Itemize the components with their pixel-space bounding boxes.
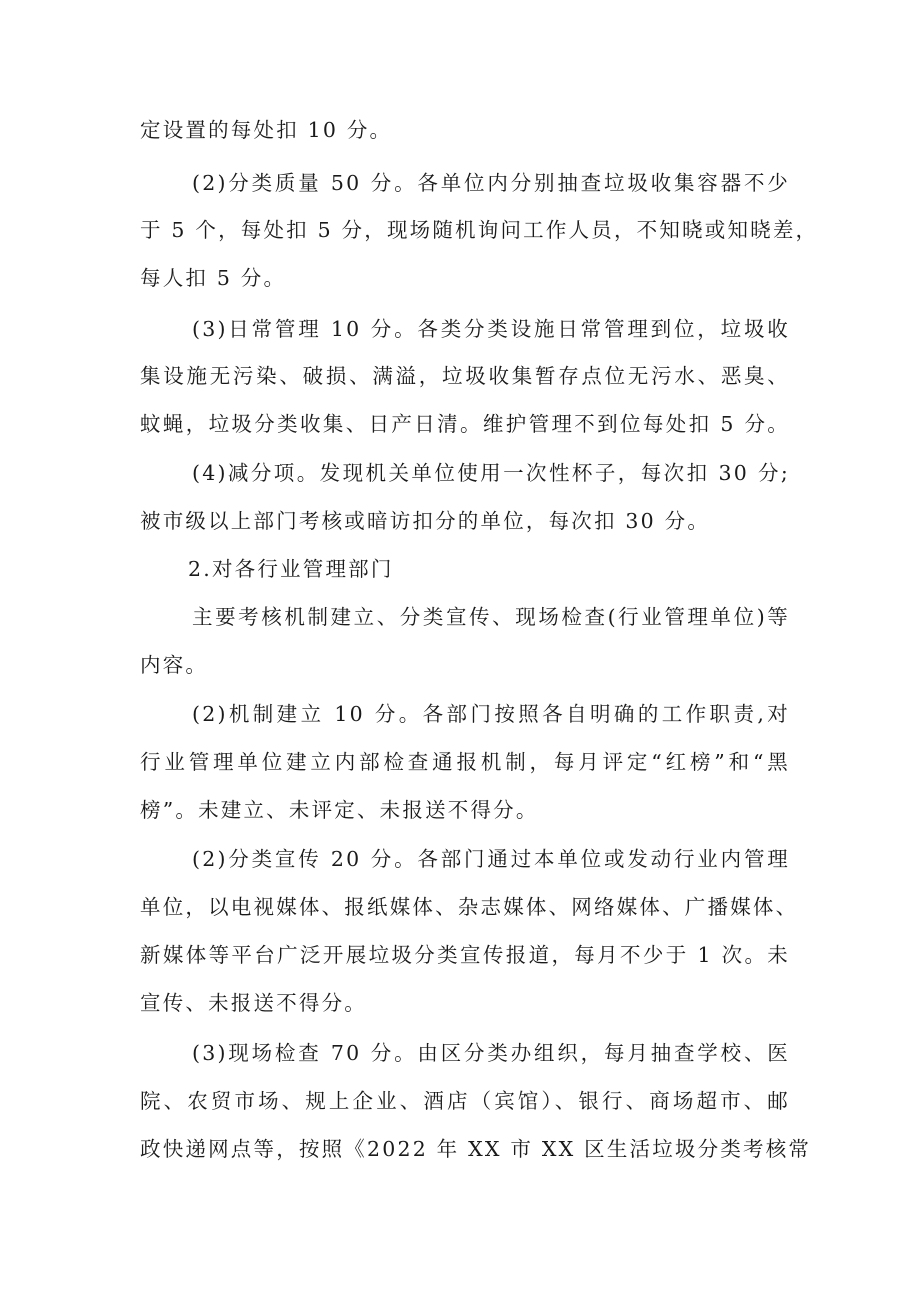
text-line: (2)分类质量 50 分。各单位内分别抽查垃圾收集容器不少 bbox=[192, 171, 790, 195]
text-line: 被市级以上部门考核或暗访扣分的单位，每次扣 30 分。 bbox=[140, 509, 711, 533]
text-line: 蚊蝇，垃圾分类收集、日产日清。维护管理不到位每处扣 5 分。 bbox=[140, 412, 790, 436]
text-line: 定设置的每处扣 10 分。 bbox=[140, 118, 393, 142]
text-line: 于 5 个，每处扣 5 分，现场随机询问工作人员，不知晓或知晓差， bbox=[140, 218, 819, 242]
text-line: (4)减分项。发现机关单位使用一次性杯子，每次扣 30 分; bbox=[192, 461, 790, 485]
text-line: 单位，以电视媒体、报纸媒体、杂志媒体、网络媒体、广播媒体、 bbox=[140, 895, 799, 919]
text-line: 内容。 bbox=[140, 653, 209, 677]
text-line: 集设施无污染、破损、满溢，垃圾收集暂存点位无污水、恶臭、 bbox=[140, 364, 790, 388]
text-line: 每人扣 5 分。 bbox=[140, 266, 287, 290]
text-line: (2)机制建立 10 分。各部门按照各自明确的工作职责,对 bbox=[192, 702, 790, 726]
text-line: 新媒体等平台广泛开展垃圾分类宣传报道，每月不少于 1 次。未 bbox=[140, 943, 790, 967]
text-line: 宣传、未报送不得分。 bbox=[140, 991, 367, 1015]
text-line: (3)现场检查 70 分。由区分类办组织，每月抽查学校、医 bbox=[192, 1041, 790, 1065]
section-heading: 2.对各行业管理部门 bbox=[188, 557, 394, 581]
text-line: 榜”。未建立、未评定、未报送不得分。 bbox=[140, 798, 539, 822]
text-line: 主要考核机制建立、分类宣传、现场检查(行业管理单位)等 bbox=[192, 605, 790, 629]
text-line: 政快递网点等，按照《2022 年 XX 市 XX 区生活垃圾分类考核常 bbox=[140, 1137, 812, 1161]
text-line: (3)日常管理 10 分。各类分类设施日常管理到位，垃圾收 bbox=[192, 317, 790, 341]
text-line: 院、农贸市场、规上企业、酒店（宾馆）、银行、商场超市、邮 bbox=[140, 1089, 790, 1113]
text-line: 行业管理单位建立内部检查通报机制，每月评定“红榜”和“黑 bbox=[140, 750, 790, 774]
text-line: (2)分类宣传 20 分。各部门通过本单位或发动行业内管理 bbox=[192, 847, 790, 871]
